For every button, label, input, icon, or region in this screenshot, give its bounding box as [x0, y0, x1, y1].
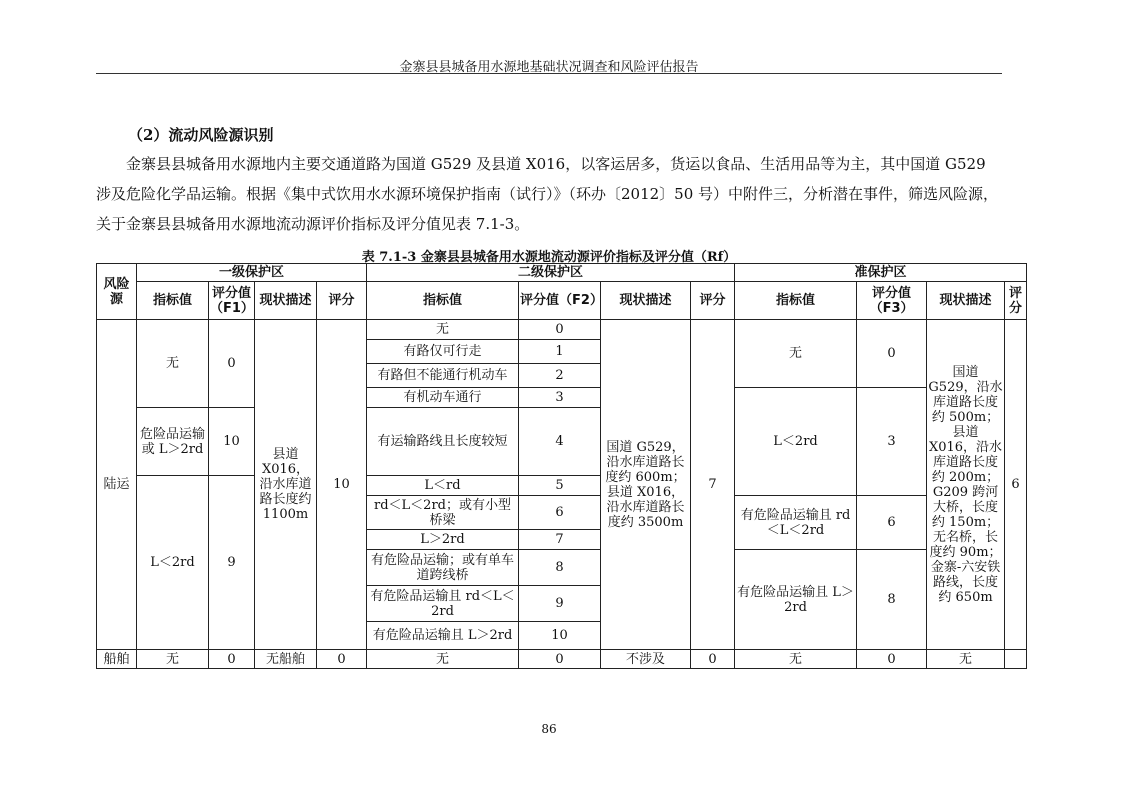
risk-score-table	[96, 263, 1027, 669]
ship-cell: 无	[137, 650, 209, 669]
body-paragraph: 金寨县县城备用水源地内主要交通道路为国道 G529 及县道 X016，以客运居多，货运以食品、生活用品等为主，其中国道 G529 涉及危险化学品运输。根据《集中式饮用水水源环境保护指南（试行）》（环办〔2012〕50 号）中附件三，分析潜在事件，筛选风险源，关于金寨县县城备用水源地流动源评价指标及评分值见表 7.1-3。	[96, 155, 999, 233]
z3-value: 0	[857, 320, 927, 388]
z1-value: 10	[209, 408, 255, 476]
z2-value: 9	[519, 586, 601, 622]
z3-indicator: L＜2rd	[735, 388, 857, 496]
z1-score: 10	[317, 320, 367, 650]
z2-indicator: rd＜L＜2rd；或有小型桥梁	[367, 496, 519, 530]
z1-indicator: L＜2rd	[137, 476, 209, 650]
table-caption: 表 7.1-3 金寨县县城备用水源地流动源评价指标及评分值（Rf）	[361, 250, 737, 265]
header-desc: 现状描述	[927, 282, 1005, 320]
z1-indicator: 无	[137, 320, 209, 408]
z3-indicator: 有危险品运输且 rd＜L＜2rd	[735, 496, 857, 550]
ship-cell: 无	[367, 650, 519, 669]
z2-indicator: 有危险品运输；或有单车道跨线桥	[367, 550, 519, 586]
z2-value: 7	[519, 530, 601, 550]
page-header: 金寨县县城备用水源地基础状况调查和风险评估报告	[399, 60, 699, 75]
ship-cell-empty	[1005, 650, 1027, 669]
header-source: 风险源	[97, 264, 137, 320]
z3-indicator: 无	[735, 320, 857, 388]
z2-indicator: 有路仅可行走	[367, 340, 519, 364]
ship-cell: 无船舶	[255, 650, 317, 669]
header-zone2: 二级保护区	[367, 264, 735, 282]
header-score-f2: 评分值（F2）	[519, 282, 601, 320]
z2-value: 4	[519, 408, 601, 476]
header-score-f3: 评分值（F3）	[857, 282, 927, 320]
header-indicator: 指标值	[367, 282, 519, 320]
z2-indicator: L＜rd	[367, 476, 519, 496]
z2-indicator: 有危险品运输且 rd＜L＜2rd	[367, 586, 519, 622]
ship-cell: 0	[317, 650, 367, 669]
z2-indicator: 有路但不能通行机动车	[367, 364, 519, 388]
ship-cell: 0	[519, 650, 601, 669]
z2-value: 1	[519, 340, 601, 364]
z2-description: 国道 G529，沿水库道路长度约 600m；县道 X016，沿水库道路长度约 3500m	[601, 320, 691, 650]
z2-value: 8	[519, 550, 601, 586]
z2-indicator: 有运输路线且长度较短	[367, 408, 519, 476]
source-ship: 船舶	[97, 650, 137, 669]
z2-value: 2	[519, 364, 601, 388]
z2-indicator: 有机动车通行	[367, 388, 519, 408]
header-score: 评分	[1005, 282, 1027, 320]
section-title: （2）流动风险源识别	[128, 126, 274, 144]
z3-value: 3	[857, 388, 927, 496]
z2-indicator: 有危险品运输且 L＞2rd	[367, 622, 519, 650]
z3-score: 6	[1005, 320, 1027, 650]
z3-indicator: 有危险品运输且 L＞2rd	[735, 550, 857, 650]
z3-description: 国道 G529，沿水库道路长度约 500m；县道 X016，沿水库道路长度约 200m；G209 跨河大桥，长度约 150m；无名桥，长度约 90m；金寨-六安铁路线，长度约 650m	[927, 320, 1005, 650]
z3-value: 6	[857, 496, 927, 550]
header-zone1: 一级保护区	[137, 264, 367, 282]
header-score: 评分	[317, 282, 367, 320]
z2-indicator: L＞2rd	[367, 530, 519, 550]
header-rule	[96, 73, 1002, 74]
z2-value: 6	[519, 496, 601, 530]
z1-value: 9	[209, 476, 255, 650]
z3-value: 8	[857, 550, 927, 650]
ship-cell: 0	[209, 650, 255, 669]
z1-indicator: 危险品运输或 L＞2rd	[137, 408, 209, 476]
header-desc: 现状描述	[255, 282, 317, 320]
z1-value: 0	[209, 320, 255, 408]
header-indicator: 指标值	[137, 282, 209, 320]
z2-value: 0	[519, 320, 601, 340]
z2-value: 3	[519, 388, 601, 408]
header-zone3: 准保护区	[735, 264, 1027, 282]
ship-cell: 无	[927, 650, 1005, 669]
source-land: 陆运	[97, 320, 137, 650]
ship-cell: 无	[735, 650, 857, 669]
ship-cell: 0	[857, 650, 927, 669]
header-score-f1: 评分值（F1）	[209, 282, 255, 320]
z2-score: 7	[691, 320, 735, 650]
z2-value: 5	[519, 476, 601, 496]
header-desc: 现状描述	[601, 282, 691, 320]
z1-description: 县道X016，沿水库道路长度约1100m	[255, 320, 317, 650]
header-score: 评分	[691, 282, 735, 320]
header-indicator: 指标值	[735, 282, 857, 320]
z2-value: 10	[519, 622, 601, 650]
z2-indicator: 无	[367, 320, 519, 340]
ship-cell: 0	[691, 650, 735, 669]
page-number: 86	[541, 722, 557, 736]
ship-cell: 不涉及	[601, 650, 691, 669]
